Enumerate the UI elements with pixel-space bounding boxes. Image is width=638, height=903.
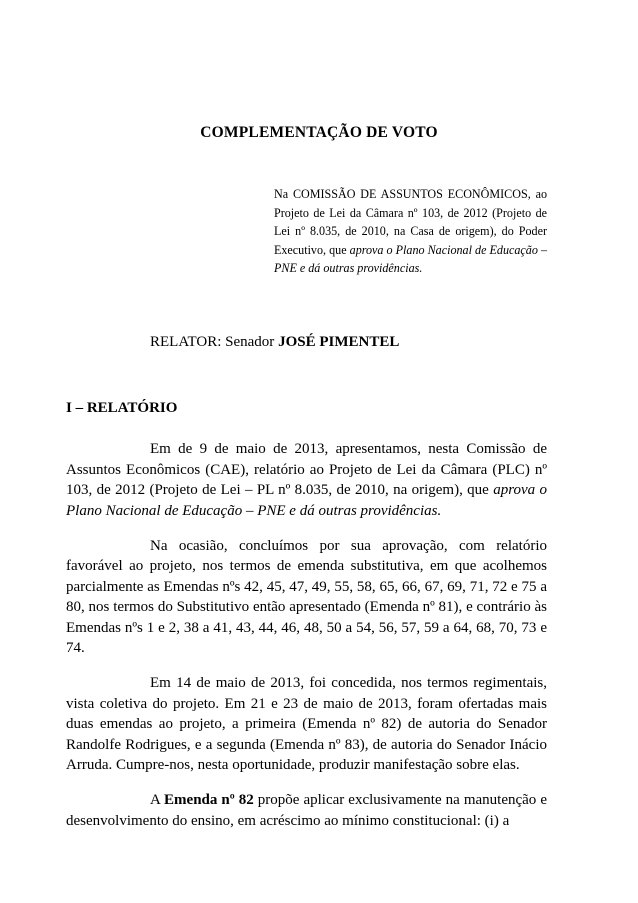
paragraph-3: Em 14 de maio de 2013, foi concedida, nos termos regimentais, vista coletiva do projeto. Em 21 e 23 de maio de 2013, foram ofertadas mais duas emendas ao projeto, a primeira (Emenda nº 82) de autoria do Senador Randolfe Rodrigues, e a segunda (Emenda nº 83), de autoria do Senador Inácio Arruda. Cumpre-nos, nesta oportunidade, produzir manifestação sobre elas.	[66, 675, 547, 773]
paragraph-2: Na ocasião, concluímos por sua aprovação, com relatório favorável ao projeto, nos termos de emenda substitutiva, em que acolhemos parcialmente as Emendas nºs 42, 45, 47, 49, 55, 58, 65, 66, 67, 69, 71, 72 e 75 a 80, nos termos do Substitutivo então apresentado (Emenda nº 81), e contrário às Emendas nºs 1 e 2, 38 a 41, 43, 44, 46, 48, 50 a 54, 56, 57, 59 a 64, 68, 70, 73 e 74.	[66, 537, 547, 656]
paragraph-1	[66, 439, 547, 521]
ementa-italic-text: aprova o Plano Nacional de Educação – PNE e dá outras providências.	[274, 242, 547, 276]
paragraph-4-rest: propõe aplicar exclusivamente na manutenção e desenvolvimento do ensino, em acréscimo ao mínimo constitucional: (i) a	[66, 792, 547, 829]
document-title: COMPLEMENTAÇÃO DE VOTO	[200, 124, 438, 141]
ementa-block	[274, 185, 547, 278]
paragraph-4-bold: Emenda nº 82	[164, 792, 254, 808]
paragraph-1-text: Em de 9 de maio de 2013, apresentamos, nesta Comissão de Assuntos Econômicos (CAE), relatório ao Projeto de Lei da Câmara (PLC) nº 103, de 2012 (Projeto de Lei – PL nº 8.035, de 2010, na origem), que	[66, 441, 547, 498]
section-heading: I – RELATÓRIO	[66, 400, 178, 416]
paragraph-1-italic: aprova o Plano Nacional de Educação – PNE e dá outras providências.	[66, 482, 547, 519]
relator-prefix: RELATOR: Senador	[150, 334, 279, 350]
relator-name: JOSÉ PIMENTEL	[278, 334, 400, 350]
paragraph-4-prefix: A	[150, 792, 165, 808]
relator-line	[150, 334, 399, 351]
ementa-text: Na COMISSÃO DE ASSUNTOS ECONÔMICOS, ao Projeto de Lei da Câmara nº 103, de 2012 (Projeto de Lei nº 8.035, de 2010, na Casa de origem), do Poder Executivo, que	[274, 187, 547, 257]
paragraph-4	[66, 790, 547, 831]
report-body	[66, 439, 547, 846]
